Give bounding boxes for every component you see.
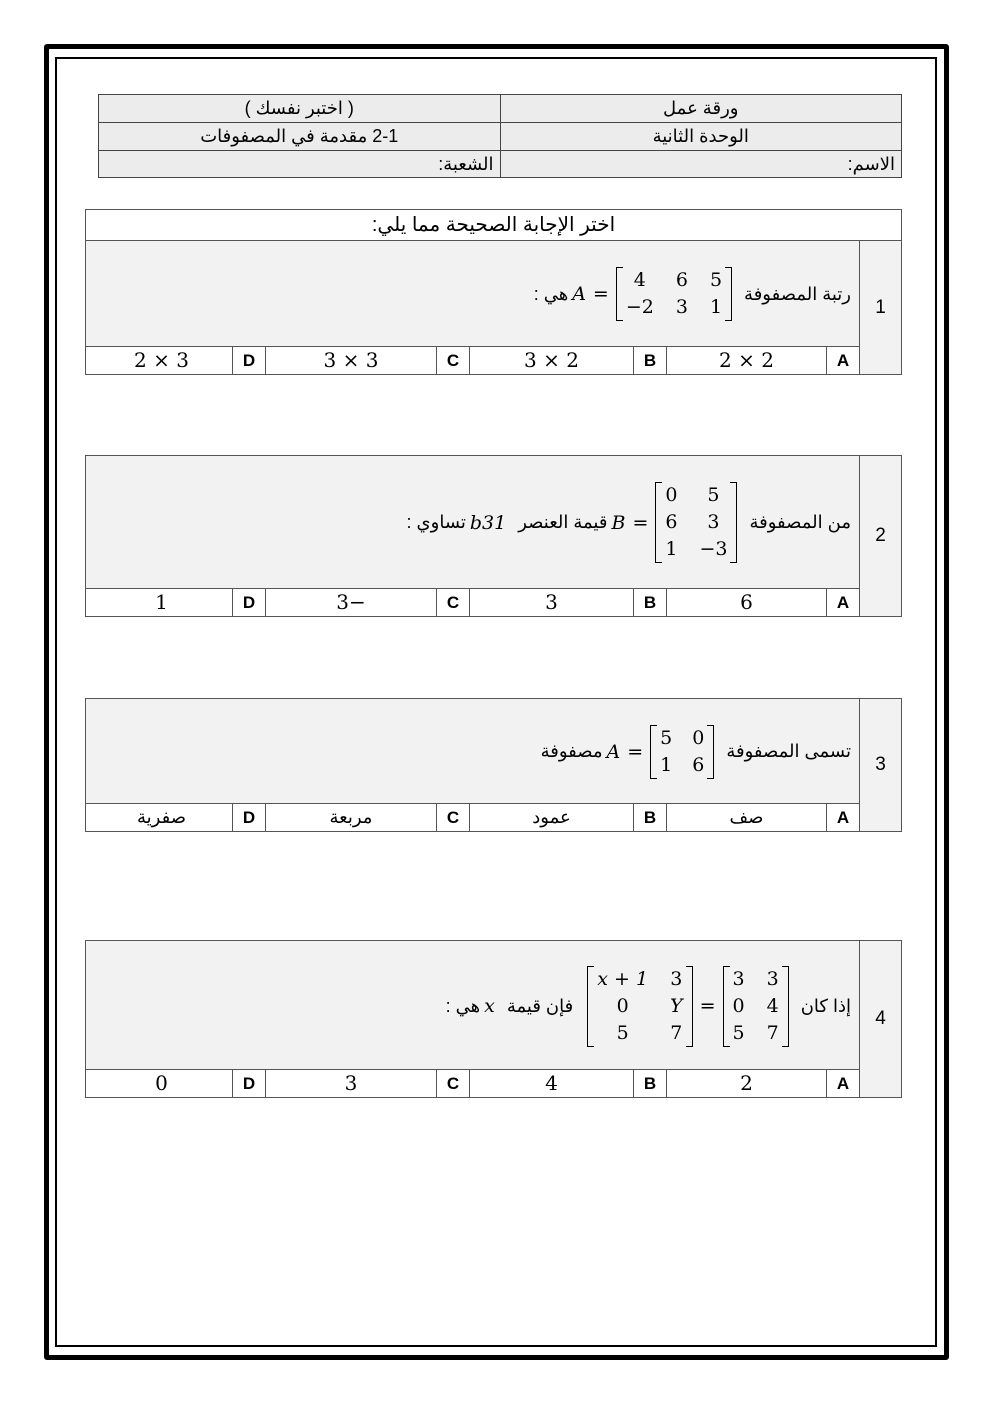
matrix-A xyxy=(650,725,714,779)
matrix-cell: 4 xyxy=(766,994,779,1017)
option-letter-d: D xyxy=(232,1070,265,1097)
question-1 xyxy=(85,241,902,375)
option-letter-d: D xyxy=(232,347,265,374)
bracket-left xyxy=(587,966,594,1047)
matrix-cell: 5 xyxy=(732,1021,745,1044)
matrix-cell: 1 xyxy=(660,753,673,776)
question-3 xyxy=(85,698,902,832)
question-number: 2 xyxy=(859,456,901,616)
option-d[interactable]: 1 xyxy=(155,590,168,614)
matrix-cell: 0 xyxy=(732,994,745,1017)
matrix-A xyxy=(616,267,732,321)
matrix-cell: 3 xyxy=(766,967,779,990)
bracket-right xyxy=(730,482,737,563)
option-letter-a: A xyxy=(826,1070,859,1097)
matrix-cell: 6 xyxy=(675,269,688,291)
matrix-cell: Y xyxy=(670,994,683,1017)
option-c[interactable]: مربعة xyxy=(265,804,436,831)
answer-options xyxy=(86,1069,859,1097)
element-variable: b31 xyxy=(469,511,507,534)
matrix-cell: 7 xyxy=(670,1021,683,1044)
matrix-cell: 4 xyxy=(633,269,646,291)
matrix-cell: 5 xyxy=(709,269,723,291)
option-a[interactable]: 6 xyxy=(666,589,826,616)
option-letter-c: C xyxy=(436,804,469,831)
option-b[interactable]: 4 xyxy=(469,1070,633,1097)
bracket-left xyxy=(655,482,662,563)
worksheet-title: ورقة عمل xyxy=(500,95,902,123)
matrix-cell: 3 xyxy=(670,967,683,990)
question-text-after: مصفوفة xyxy=(540,741,603,761)
option-d[interactable]: 3 × 2 xyxy=(134,348,189,372)
question-text xyxy=(86,241,859,347)
section-field[interactable]: الشعبة: xyxy=(99,151,501,178)
answer-options xyxy=(86,346,859,374)
question-number: 3 xyxy=(859,699,901,831)
bracket-right xyxy=(782,966,789,1047)
unknown-variable: x xyxy=(484,995,495,1017)
option-letter-b: B xyxy=(633,347,666,374)
question-text-before: من المصفوفة xyxy=(749,512,851,532)
bracket-right xyxy=(725,267,732,321)
matrix-cell: 1 xyxy=(709,296,723,318)
matrix-cell: 7 xyxy=(766,1021,779,1044)
matrix-cell: 0 xyxy=(665,484,678,506)
question-number: 4 xyxy=(859,941,901,1097)
question-4 xyxy=(85,940,902,1098)
matrix-cell: 5 xyxy=(616,1021,629,1044)
matrix-variable: A xyxy=(606,740,621,763)
option-b[interactable]: عمود xyxy=(469,804,633,831)
option-c[interactable]: 3 xyxy=(265,1070,436,1097)
equals-sign: = xyxy=(632,511,649,534)
matrix-cell: 3 xyxy=(675,296,688,318)
question-text-after: فإن قيمة xyxy=(506,995,574,1016)
unit-title: الوحدة الثانية xyxy=(500,123,902,151)
option-letter-a: A xyxy=(826,589,859,616)
option-letter-c: C xyxy=(436,1070,469,1097)
matrix-right xyxy=(587,966,692,1047)
answer-options xyxy=(86,803,859,831)
option-letter-c: C xyxy=(436,347,469,374)
question-number: 1 xyxy=(859,241,901,374)
matrix-cell: 5 xyxy=(660,726,673,749)
bracket-left xyxy=(616,267,623,321)
equals-sign: = xyxy=(592,283,609,305)
option-b[interactable]: 2 × 3 xyxy=(469,347,633,374)
header-table xyxy=(98,94,902,178)
matrix-cell: 0 xyxy=(616,994,629,1017)
option-a[interactable]: 2 xyxy=(666,1070,826,1097)
matrix-cell: x + 1 xyxy=(597,967,649,990)
lesson-title: 2-1 مقدمة في المصفوفات xyxy=(99,123,501,151)
matrix-variable: A xyxy=(572,283,586,305)
bracket-left xyxy=(723,966,730,1047)
matrix-variable: B xyxy=(611,511,626,534)
test-yourself-title: ( اختبر نفسك ) xyxy=(99,95,501,123)
name-field[interactable]: الاسم: xyxy=(500,151,902,178)
question-text-after: هي : xyxy=(533,283,569,304)
question-text xyxy=(86,456,859,589)
option-letter-d: D xyxy=(232,804,265,831)
question-text-before: تسمى المصفوفة xyxy=(726,741,851,761)
bracket-left xyxy=(650,725,657,779)
option-a[interactable]: صف xyxy=(666,804,826,831)
question-text xyxy=(86,941,859,1071)
bracket-right xyxy=(707,725,714,779)
question-text-before: إذا كان xyxy=(800,995,851,1016)
option-c[interactable]: −3 xyxy=(265,589,436,616)
matrix-cell: 1 xyxy=(665,538,678,560)
option-letter-d: D xyxy=(232,589,265,616)
option-letter-a: A xyxy=(826,347,859,374)
option-d[interactable]: صفرية xyxy=(137,807,186,827)
question-text-end: هي : xyxy=(445,995,481,1016)
matrix-cell: 6 xyxy=(665,511,678,533)
option-letter-c: C xyxy=(436,589,469,616)
matrix-cell: 5 xyxy=(707,484,720,506)
option-a[interactable]: 2 × 2 xyxy=(666,347,826,374)
matrix-left xyxy=(723,966,789,1047)
equals-sign: = xyxy=(627,740,644,763)
matrix-B xyxy=(655,482,737,563)
instruction: اختر الإجابة الصحيحة مما يلي: xyxy=(85,209,902,241)
matrix-cell: 0 xyxy=(692,726,705,749)
matrix-cell: 3 xyxy=(732,967,745,990)
matrix-cell: −3 xyxy=(699,538,728,560)
bracket-right xyxy=(686,966,693,1047)
question-text-mid: قيمة العنصر xyxy=(518,512,608,532)
option-b[interactable]: 3 xyxy=(469,589,633,616)
question-2 xyxy=(85,455,902,617)
question-text-before: رتبة المصفوفة xyxy=(744,283,851,304)
option-c[interactable]: 3 × 3 xyxy=(265,347,436,374)
option-letter-a: A xyxy=(826,804,859,831)
equals-sign: = xyxy=(699,995,716,1017)
matrix-cell: 6 xyxy=(692,753,705,776)
option-letter-b: B xyxy=(633,589,666,616)
answer-options xyxy=(86,588,859,616)
question-text xyxy=(86,699,859,804)
matrix-cell: 3 xyxy=(707,511,720,533)
option-d[interactable]: 0 xyxy=(155,1071,168,1095)
option-letter-b: B xyxy=(633,1070,666,1097)
option-letter-b: B xyxy=(633,804,666,831)
question-text-after: تساوي : xyxy=(406,512,466,532)
matrix-cell: −2 xyxy=(625,296,654,318)
